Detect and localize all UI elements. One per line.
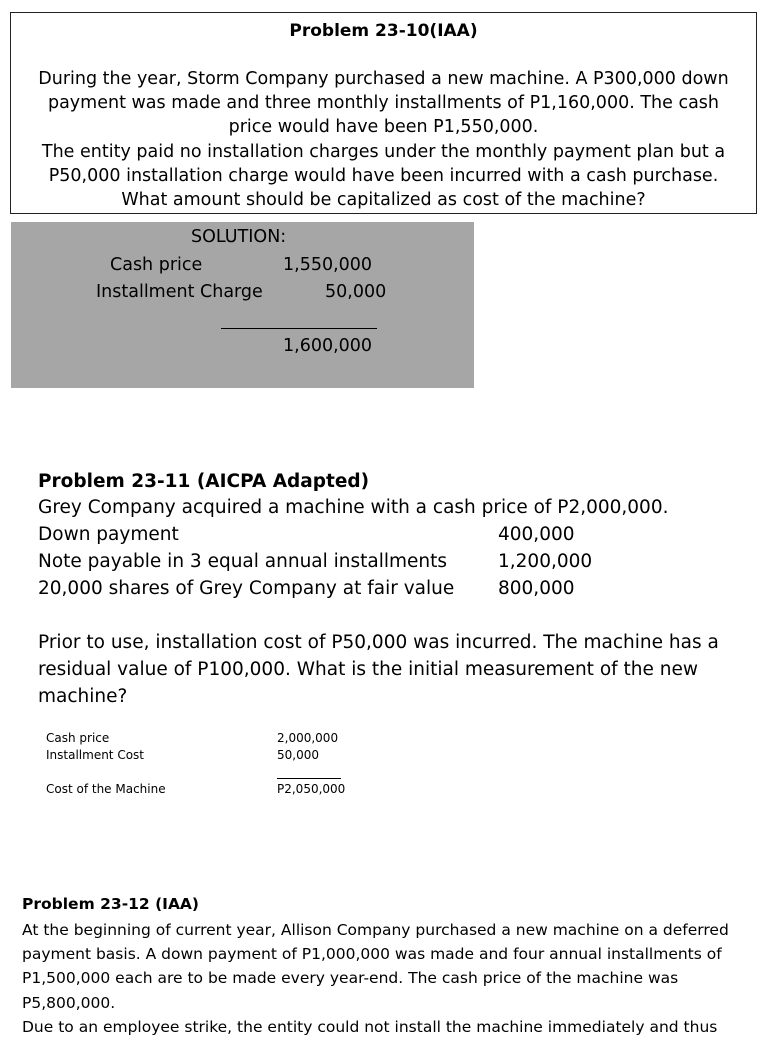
problem-line: P5,800,000.: [22, 993, 116, 1012]
problem-23-12-text: [22, 918, 762, 1039]
answer-total-label: Cost of the Machine: [46, 782, 166, 796]
solution-total: 1,600,000: [283, 336, 373, 356]
item-label: Note payable in 3 equal annual installments: [38, 551, 448, 572]
item-amount: 800,000: [498, 578, 575, 599]
problem-line: What amount should be capitalized as cost of the machine?: [121, 190, 646, 211]
item-amount: 400,000: [498, 524, 575, 545]
problem-23-10-text: [17, 67, 750, 212]
solution-heading: SOLUTION:: [191, 227, 287, 247]
item-label: Down payment: [38, 524, 179, 545]
problem-line: Due to an employee strike, the entity could not install the machine immediately and thus: [22, 1017, 718, 1036]
problem-23-12-title: Problem 23-12 (IAA): [22, 895, 200, 913]
answer-row-amount: 50,000: [277, 748, 319, 762]
item-label: 20,000 shares of Grey Company at fair value: [38, 578, 455, 599]
answer-row-amount: 2,000,000: [277, 731, 339, 745]
solution-row-label: Cash price: [110, 255, 203, 275]
problem-23-11-title: Problem 23-11 (AICPA Adapted): [38, 471, 370, 492]
solution-row-amount: 50,000: [325, 282, 387, 302]
problem-line: At the beginning of current year, Allison Company purchased a new machine on a deferred: [22, 921, 729, 939]
answer-row-label: Installment Cost: [46, 748, 144, 762]
total-rule: [221, 328, 377, 329]
problem-line: payment basis. A down payment of P1,000,000 was made and four annual installments of: [22, 945, 722, 964]
problem-line: P50,000 installation charge would have been incurred with a cash purchase.: [48, 165, 719, 186]
problem-line: P1,500,000 each are to be made every year-end. The cash price of the machine was: [22, 969, 679, 988]
question-line: machine?: [38, 686, 128, 707]
solution-row-amount: 1,550,000: [283, 255, 373, 275]
answer-row-label: Cash price: [46, 731, 110, 745]
item-amount: 1,200,000: [498, 551, 593, 572]
problem-23-10-box: [10, 12, 757, 214]
problem-line: price would have been P1,550,000.: [228, 117, 539, 138]
problem-line: The entity paid no installation charges under the monthly payment plan but a: [41, 141, 726, 162]
question-line: residual value of P100,000. What is the initial measurement of the new: [38, 659, 699, 680]
problem-23-11-intro: Grey Company acquired a machine with a cash price of P2,000,000.: [38, 497, 669, 518]
solution-panel: [11, 222, 474, 388]
answer-total: P2,050,000: [277, 782, 346, 796]
problem-23-10-title: Problem 23-10(IAA): [289, 21, 478, 41]
total-rule: [277, 778, 341, 779]
solution-row-label: Installment Charge: [96, 282, 263, 302]
problem-line: During the year, Storm Company purchased a new machine. A P300,000 down: [38, 69, 729, 89]
question-line: Prior to use, installation cost of P50,000 was incurred. The machine has a: [38, 632, 719, 653]
problem-line: payment was made and three monthly installments of P1,160,000. The cash: [47, 93, 720, 114]
